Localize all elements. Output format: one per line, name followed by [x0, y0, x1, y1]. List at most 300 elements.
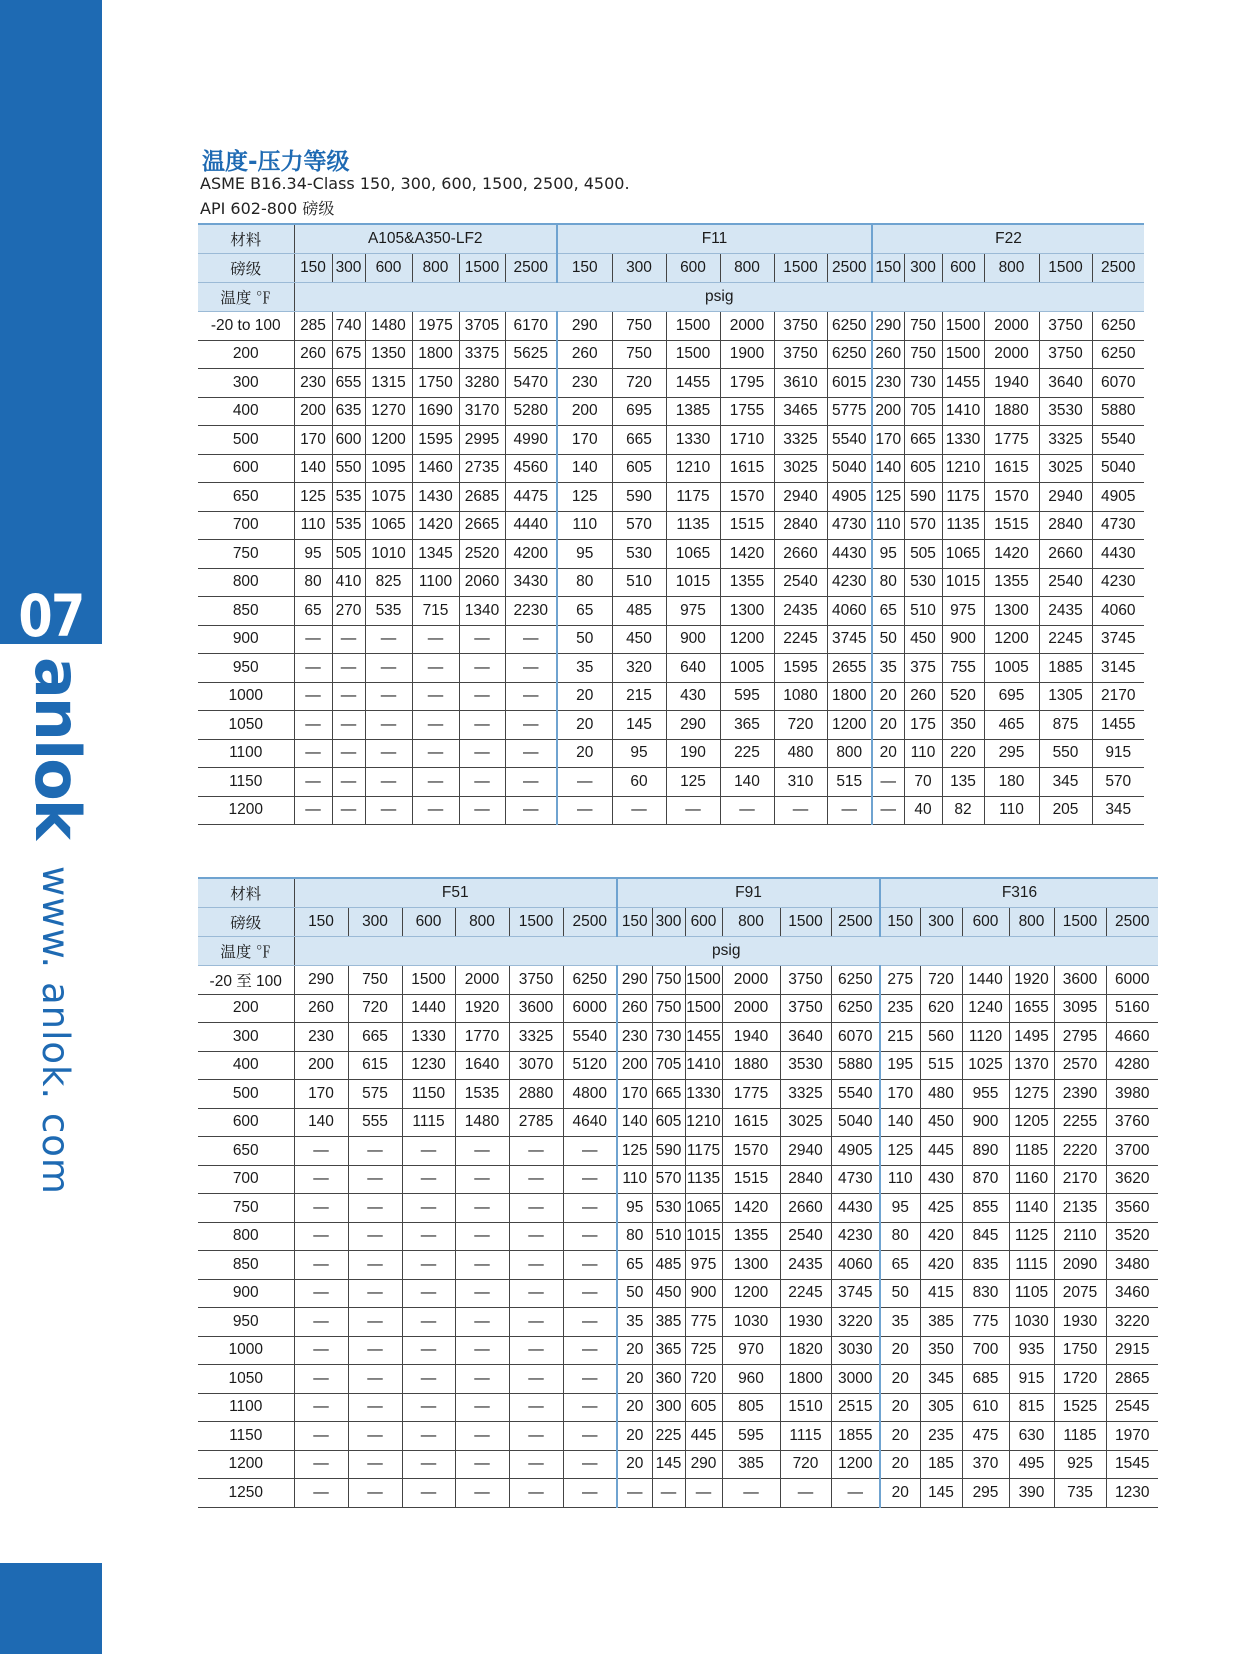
pressure-cell: 1100 [412, 568, 459, 597]
pressure-cell: 1410 [685, 1051, 722, 1080]
pressure-cell: — [455, 1165, 509, 1194]
class-cell: 600 [685, 908, 722, 937]
pressure-cell: 20 [880, 1393, 920, 1422]
pressure-cell: 230 [294, 369, 332, 398]
pressure-cell: 1210 [666, 454, 720, 483]
pressure-cell: — [872, 796, 904, 825]
pressure-cell: 3705 [459, 312, 505, 341]
temperature-cell: 1150 [198, 768, 294, 797]
pressure-cell: — [348, 1165, 402, 1194]
pressure-cell: 590 [904, 483, 942, 512]
pressure-cell: 1175 [942, 483, 984, 512]
pressure-cell: 1210 [685, 1108, 722, 1137]
pressure-cell: 125 [666, 768, 720, 797]
pressure-cell: 1880 [984, 397, 1039, 426]
pressure-cell: 420 [920, 1222, 962, 1251]
pressure-cell: 485 [612, 597, 666, 626]
pressure-cell: 2245 [774, 625, 827, 654]
pressure-cell: 3375 [459, 340, 505, 369]
pressure-cell: 535 [332, 483, 365, 512]
pressure-cell: 720 [780, 1450, 831, 1479]
pressure-cell: — [509, 1137, 563, 1166]
pressure-cell: 1300 [722, 1251, 780, 1280]
pressure-cell: — [459, 711, 505, 740]
pressure-cell: — [348, 1450, 402, 1479]
pressure-cell: 1500 [666, 312, 720, 341]
pressure-cell: 530 [612, 540, 666, 569]
pressure-cell: — [294, 1450, 348, 1479]
pressure-cell: 145 [652, 1450, 685, 1479]
pressure-cell: 20 [880, 1450, 920, 1479]
pressure-cell: — [332, 739, 365, 768]
pressure-cell: — [563, 1479, 617, 1508]
class-cell: 600 [402, 908, 455, 937]
class-cell: 600 [666, 254, 720, 283]
pressure-cell: 1300 [984, 597, 1039, 626]
pressure-cell: 955 [962, 1080, 1009, 1109]
pressure-cell: 5540 [563, 1023, 617, 1052]
pressure-cell: 970 [722, 1336, 780, 1365]
table-row [198, 1194, 1158, 1223]
pressure-cell: — [509, 1393, 563, 1422]
pressure-cell: 110 [557, 511, 612, 540]
pressure-cell: 510 [652, 1222, 685, 1251]
pressure-cell: — [365, 796, 412, 825]
pressure-cell: 720 [612, 369, 666, 398]
pressure-cell: 1095 [365, 454, 412, 483]
pressure-cell: 570 [612, 511, 666, 540]
pressure-cell: 170 [872, 426, 904, 455]
pressure-cell: 595 [722, 1422, 780, 1451]
temperature-cell: 800 [198, 1222, 294, 1251]
pressure-cell: 180 [984, 768, 1039, 797]
class-cell: 2500 [505, 254, 557, 283]
rating-table-1 [198, 223, 1144, 825]
pressure-cell: 110 [904, 739, 942, 768]
pressure-cell: — [332, 796, 365, 825]
pressure-cell: — [831, 1479, 880, 1508]
table-row [198, 540, 1144, 569]
pressure-cell: 1525 [1054, 1393, 1106, 1422]
pressure-cell: — [455, 1393, 509, 1422]
pressure-cell: 1515 [984, 511, 1039, 540]
pressure-cell: 20 [557, 682, 612, 711]
pressure-cell: — [685, 1479, 722, 1508]
class-cell: 1500 [1039, 254, 1092, 283]
table-row [198, 511, 1144, 540]
pressure-cell: 1175 [666, 483, 720, 512]
pressure-cell: 1080 [774, 682, 827, 711]
pressure-cell: 3325 [509, 1023, 563, 1052]
pressure-cell: 3145 [1092, 654, 1144, 683]
material-header-row [198, 878, 1158, 908]
pressure-cell: 295 [984, 739, 1039, 768]
pressure-cell: 1500 [402, 966, 455, 995]
pressure-cell: 35 [872, 654, 904, 683]
pressure-cell: 95 [612, 739, 666, 768]
pressure-cell: 270 [332, 597, 365, 626]
pressure-cell: 3745 [827, 625, 872, 654]
pressure-cell: 290 [294, 966, 348, 995]
pressure-cell: 535 [332, 511, 365, 540]
pressure-cell: 1010 [365, 540, 412, 569]
class-cell: 300 [332, 254, 365, 283]
pressure-cell: 665 [904, 426, 942, 455]
pressure-cell: — [365, 654, 412, 683]
pressure-cell: 485 [652, 1251, 685, 1280]
pressure-cell: 225 [720, 739, 774, 768]
pressure-cell: 1115 [402, 1108, 455, 1137]
pressure-cell: — [294, 682, 332, 711]
pressure-cell: 3220 [831, 1308, 880, 1337]
pressure-cell: 110 [984, 796, 1039, 825]
class-cell: 300 [348, 908, 402, 937]
pressure-cell: 2220 [1054, 1137, 1106, 1166]
pressure-cell: — [294, 1308, 348, 1337]
pressure-cell: — [402, 1137, 455, 1166]
pressure-cell: 20 [617, 1422, 652, 1451]
pressure-cell: 3280 [459, 369, 505, 398]
pressure-cell: — [412, 768, 459, 797]
website-text: www. anlok. com [33, 865, 77, 1195]
pressure-cell: 6170 [505, 312, 557, 341]
pressure-cell: — [294, 1422, 348, 1451]
pressure-cell: 140 [872, 454, 904, 483]
pressure-cell: 695 [984, 682, 1039, 711]
temperature-cell: 600 [198, 454, 294, 483]
pressure-cell: — [348, 1422, 402, 1451]
pressure-cell: 4430 [827, 540, 872, 569]
pressure-cell: 2000 [984, 312, 1039, 341]
pressure-cell: 6250 [1092, 312, 1144, 341]
pressure-cell: 775 [685, 1308, 722, 1337]
pressure-cell: 3460 [1106, 1279, 1158, 1308]
temperature-cell: 600 [198, 1108, 294, 1137]
pressure-cell: 510 [904, 597, 942, 626]
pressure-cell: 1065 [942, 540, 984, 569]
pressure-cell: 2865 [1106, 1365, 1158, 1394]
pressure-cell: 1005 [720, 654, 774, 683]
pressure-cell: 190 [666, 739, 720, 768]
pressure-cell: — [617, 1479, 652, 1508]
pressure-cell: 1500 [666, 340, 720, 369]
pressure-cell: — [294, 711, 332, 740]
pressure-cell: — [294, 1393, 348, 1422]
pressure-cell: 775 [962, 1308, 1009, 1337]
pressure-cell: — [402, 1450, 455, 1479]
pressure-cell: 375 [904, 654, 942, 683]
pressure-cell: 520 [942, 682, 984, 711]
pressure-cell: 2255 [1054, 1108, 1106, 1137]
pressure-cell: 3325 [780, 1080, 831, 1109]
pressure-cell: 3070 [509, 1051, 563, 1080]
pressure-cell: — [459, 768, 505, 797]
pressure-cell: 1115 [1009, 1251, 1054, 1280]
pressure-cell: — [666, 796, 720, 825]
pressure-cell: 135 [942, 768, 984, 797]
pressure-cell: — [505, 796, 557, 825]
class-cell: 150 [617, 908, 652, 937]
pressure-cell: 610 [962, 1393, 1009, 1422]
pressure-cell: 3750 [780, 994, 831, 1023]
pressure-cell: 1795 [720, 369, 774, 398]
table-row [198, 454, 1144, 483]
pressure-cell: 1075 [365, 483, 412, 512]
pressure-cell: — [563, 1137, 617, 1166]
table-row [198, 1279, 1158, 1308]
temperature-cell: 700 [198, 1165, 294, 1194]
pressure-cell: 140 [617, 1108, 652, 1137]
table-row [198, 966, 1158, 995]
pressure-cell: 2110 [1054, 1222, 1106, 1251]
pressure-cell: 345 [920, 1365, 962, 1394]
pressure-cell: 3325 [774, 426, 827, 455]
pressure-cell: — [348, 1251, 402, 1280]
page-title: 温度-压力等级 [202, 149, 350, 175]
pressure-cell: 655 [332, 369, 365, 398]
pressure-cell: 6015 [827, 369, 872, 398]
pressure-cell: 1770 [455, 1023, 509, 1052]
table-row [198, 568, 1144, 597]
pressure-cell: 3030 [831, 1336, 880, 1365]
pressure-cell: 125 [880, 1137, 920, 1166]
pressure-cell: 2435 [780, 1251, 831, 1280]
pressure-cell: — [612, 796, 666, 825]
pressure-cell: 2940 [1039, 483, 1092, 512]
pressure-cell: 755 [942, 654, 984, 683]
temperature-cell: 700 [198, 511, 294, 540]
pressure-cell: 1065 [365, 511, 412, 540]
pressure-cell: 750 [904, 340, 942, 369]
pressure-cell: 2570 [1054, 1051, 1106, 1080]
pressure-cell: — [455, 1365, 509, 1394]
pressure-cell: 1800 [827, 682, 872, 711]
pressure-cell: — [402, 1479, 455, 1508]
pressure-cell: 420 [920, 1251, 962, 1280]
class-cell: 300 [652, 908, 685, 937]
pressure-cell: 1355 [984, 568, 1039, 597]
class-cell: 1500 [509, 908, 563, 937]
pressure-cell: — [557, 796, 612, 825]
pressure-cell: — [455, 1251, 509, 1280]
class-cell: 300 [612, 254, 666, 283]
pressure-cell: 285 [294, 312, 332, 341]
side-bar-bottom [0, 1563, 102, 1654]
pressure-cell: 6070 [831, 1023, 880, 1052]
pressure-cell: 1025 [962, 1051, 1009, 1080]
pressure-cell: 2090 [1054, 1251, 1106, 1280]
pressure-cell: 695 [612, 397, 666, 426]
pressure-cell: 900 [962, 1108, 1009, 1137]
table-row [198, 1365, 1158, 1394]
pressure-cell: — [402, 1279, 455, 1308]
pressure-cell: 60 [612, 768, 666, 797]
pressure-cell: 2170 [1054, 1165, 1106, 1194]
pressure-cell: 1200 [720, 625, 774, 654]
temperature-cell: 750 [198, 540, 294, 569]
pressure-cell: 170 [880, 1080, 920, 1109]
pressure-cell: 2660 [780, 1194, 831, 1223]
pressure-cell: 1855 [831, 1422, 880, 1451]
unit-label: psig [294, 937, 1158, 966]
pressure-cell: — [294, 1251, 348, 1280]
pressure-cell: — [412, 682, 459, 711]
pressure-cell: — [365, 682, 412, 711]
pressure-cell: 260 [557, 340, 612, 369]
pressure-cell: 715 [412, 597, 459, 626]
pressure-cell: 1420 [412, 511, 459, 540]
pressure-cell: 385 [722, 1450, 780, 1479]
pressure-cell: 975 [666, 597, 720, 626]
pressure-cell: 3170 [459, 397, 505, 426]
pressure-cell: 20 [617, 1450, 652, 1479]
pressure-cell: — [402, 1393, 455, 1422]
pressure-cell: — [365, 768, 412, 797]
pressure-cell: 1460 [412, 454, 459, 483]
pressure-cell: 900 [685, 1279, 722, 1308]
pressure-cell: 2060 [459, 568, 505, 597]
pressure-cell: — [332, 654, 365, 683]
material-name: F22 [872, 224, 1144, 254]
pressure-cell: — [402, 1422, 455, 1451]
pressure-cell: 1105 [1009, 1279, 1054, 1308]
pressure-cell: 2000 [455, 966, 509, 995]
table-row [198, 1479, 1158, 1508]
class-label: 磅级 [198, 254, 294, 283]
temperature-cell: 850 [198, 597, 294, 626]
pressure-cell: 5120 [563, 1051, 617, 1080]
pressure-cell: 450 [904, 625, 942, 654]
pressure-cell: 1420 [722, 1194, 780, 1223]
pressure-cell: 35 [557, 654, 612, 683]
pressure-cell: 1200 [365, 426, 412, 455]
pressure-cell: — [294, 1479, 348, 1508]
pressure-cell: 195 [880, 1051, 920, 1080]
pressure-cell: 1030 [722, 1308, 780, 1337]
pressure-cell: 475 [962, 1422, 1009, 1451]
brand-logo [21, 656, 95, 838]
pressure-cell: 4060 [831, 1251, 880, 1280]
pressure-cell: 205 [1039, 796, 1092, 825]
pressure-cell: 605 [652, 1108, 685, 1137]
table-row [198, 711, 1144, 740]
pressure-cell: 200 [617, 1051, 652, 1080]
pressure-cell: 1030 [1009, 1308, 1054, 1337]
pressure-cell: 685 [962, 1365, 1009, 1394]
pressure-cell: 3620 [1106, 1165, 1158, 1194]
pressure-cell: — [652, 1479, 685, 1508]
pressure-cell: 1500 [942, 340, 984, 369]
pressure-cell: 295 [962, 1479, 1009, 1508]
pressure-cell: — [412, 796, 459, 825]
pressure-cell: 1800 [780, 1365, 831, 1394]
pressure-cell: 3530 [780, 1051, 831, 1080]
pressure-cell: 4440 [505, 511, 557, 540]
pressure-cell: 2000 [720, 312, 774, 341]
pressure-cell: 235 [880, 994, 920, 1023]
table-row [198, 1051, 1158, 1080]
pressure-cell: — [402, 1336, 455, 1365]
pressure-cell: — [563, 1365, 617, 1394]
class-label: 磅级 [198, 908, 294, 937]
pressure-cell: 750 [612, 340, 666, 369]
pressure-cell: 3025 [1039, 454, 1092, 483]
class-cell: 800 [984, 254, 1039, 283]
pressure-cell: 530 [652, 1194, 685, 1223]
pressure-cell: — [402, 1222, 455, 1251]
pressure-cell: 5540 [831, 1080, 880, 1109]
pressure-cell: 125 [872, 483, 904, 512]
pressure-cell: 3025 [780, 1108, 831, 1137]
pressure-cell: 230 [557, 369, 612, 398]
pressure-cell: — [563, 1393, 617, 1422]
pressure-cell: 450 [920, 1108, 962, 1137]
pressure-cell: 1115 [780, 1422, 831, 1451]
pressure-cell: 110 [872, 511, 904, 540]
pressure-cell: 1125 [1009, 1222, 1054, 1251]
pressure-cell: 20 [617, 1393, 652, 1422]
pressure-cell: — [509, 1194, 563, 1223]
pressure-cell: 1200 [984, 625, 1039, 654]
pressure-cell: — [563, 1222, 617, 1251]
pressure-cell: 260 [294, 340, 332, 369]
pressure-cell: — [365, 625, 412, 654]
temperature-cell: 1150 [198, 1422, 294, 1451]
pressure-cell: 390 [1009, 1479, 1054, 1508]
class-cell: 600 [365, 254, 412, 283]
pressure-cell: 140 [557, 454, 612, 483]
pressure-cell: — [455, 1137, 509, 1166]
pressure-cell: 260 [872, 340, 904, 369]
pressure-cell: 260 [904, 682, 942, 711]
pressure-cell: 4640 [563, 1108, 617, 1137]
pressure-cell: 550 [1039, 739, 1092, 768]
pressure-cell: 1210 [942, 454, 984, 483]
table-row [198, 369, 1144, 398]
class-cell: 150 [557, 254, 612, 283]
pressure-cell: 1535 [455, 1080, 509, 1109]
pressure-cell: 1270 [365, 397, 412, 426]
pressure-cell: — [563, 1422, 617, 1451]
pressure-cell: 1615 [984, 454, 1039, 483]
pressure-cell: 4730 [1092, 511, 1144, 540]
pressure-cell: 3640 [780, 1023, 831, 1052]
pressure-cell: 1570 [720, 483, 774, 512]
pressure-cell: 1065 [666, 540, 720, 569]
pressure-cell: 1500 [685, 966, 722, 995]
pressure-cell: 620 [920, 994, 962, 1023]
pressure-cell: 140 [294, 454, 332, 483]
pressure-cell: 615 [348, 1051, 402, 1080]
pressure-cell: 175 [904, 711, 942, 740]
pressure-cell: 5625 [505, 340, 557, 369]
pressure-cell: 40 [904, 796, 942, 825]
pressure-cell: 2540 [774, 568, 827, 597]
pressure-cell: 1920 [455, 994, 509, 1023]
pressure-cell: 20 [557, 711, 612, 740]
pressure-cell: — [348, 1279, 402, 1308]
pressure-cell: — [563, 1194, 617, 1223]
pressure-cell: 1570 [984, 483, 1039, 512]
pressure-cell: — [332, 682, 365, 711]
pressure-cell: 2940 [780, 1137, 831, 1166]
pressure-cell: 80 [294, 568, 332, 597]
pressure-cell: — [294, 1365, 348, 1394]
material-name: F316 [880, 878, 1158, 908]
pressure-cell: 2075 [1054, 1279, 1106, 1308]
pressure-cell: 1355 [722, 1222, 780, 1251]
pressure-cell: 700 [962, 1336, 1009, 1365]
